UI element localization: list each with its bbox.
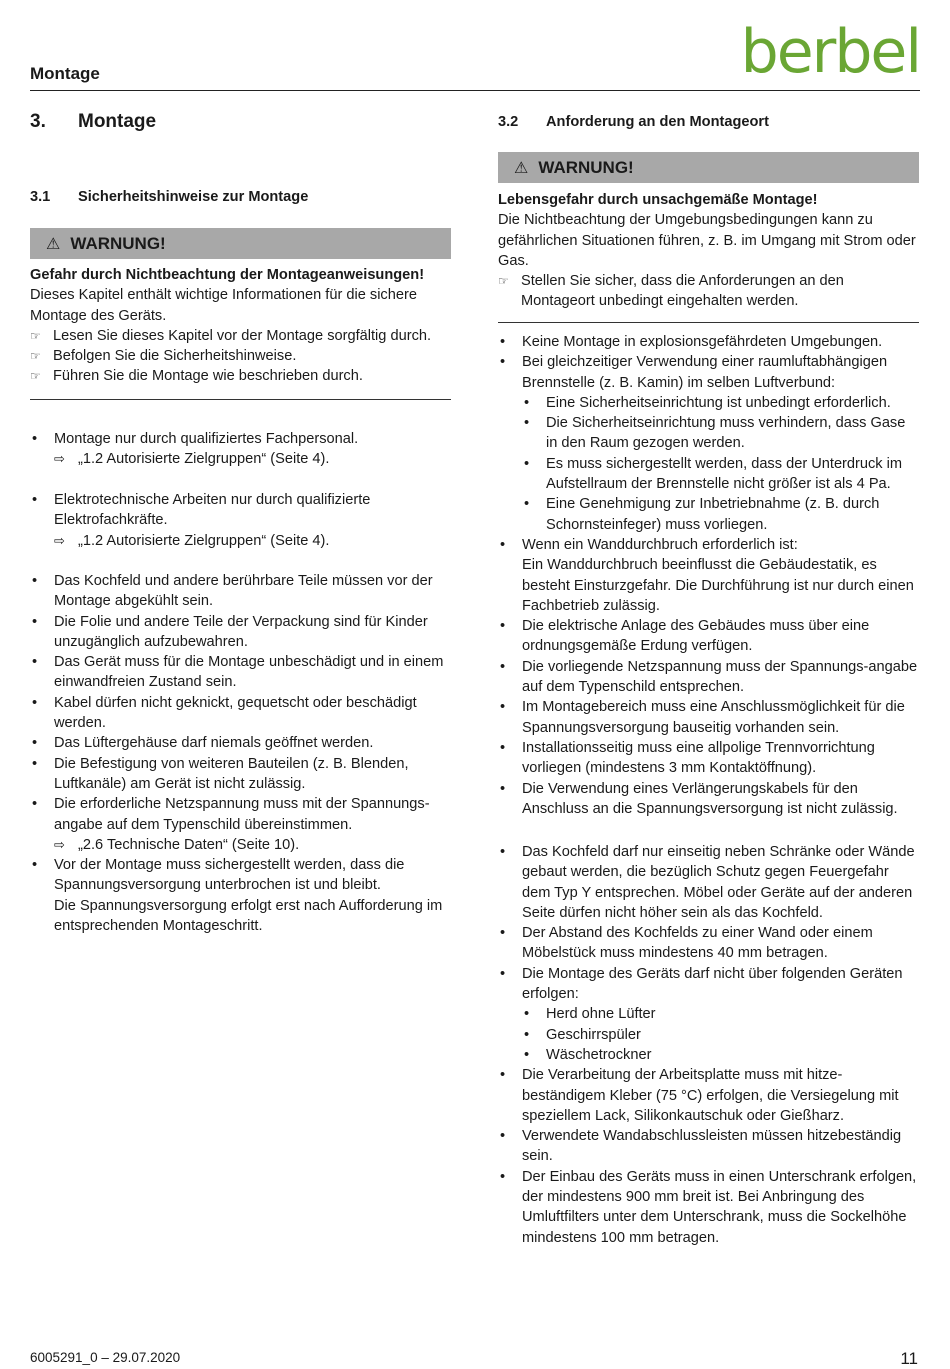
sub-list-item: • Geschirrspüler xyxy=(524,1026,641,1043)
bullet-group-1 xyxy=(30,429,451,470)
warning-body xyxy=(498,190,919,312)
sub-list-item: • Eine Sicherheitseinrichtung ist unbedingt erforderlich. xyxy=(524,394,891,411)
action-item: ☞ Lesen Sie dieses Kapitel vor der Montage sorgfältig durch. xyxy=(30,326,451,346)
sub-list-item: • Wäschetrockner xyxy=(524,1046,652,1063)
list-item-note: Die Spannungsversorgung erfolgt erst nach Aufforderung im entsprechenden Montageschritt. xyxy=(54,897,443,935)
list-item: • Das Gerät muss für die Montage unbeschädigt und in einem einwandfreien Zustand sein. xyxy=(32,654,444,691)
list-item: • Verwendete Wandabschlussleisten müssen hitzebeständig sein. xyxy=(500,1128,902,1165)
action-item: ☞ Befolgen Sie die Sicherheitshinweise. xyxy=(30,346,451,366)
action-item: ☞ Stellen Sie sicher, dass die Anforderungen an den Montageort unbedingt eingehalten werden. xyxy=(498,271,919,312)
warning-heading: Gefahr durch Nichtbeachtung der Montageanweisungen! xyxy=(30,267,425,283)
list-item: • Die vorliegende Netzspannung muss der Spannungs-angabe auf dem Typenschild entsprechen. xyxy=(500,658,918,696)
arrow-right-icon: ⇨ xyxy=(54,451,65,467)
list-item: • Das Kochfeld darf nur einseitig neben Schränke oder Wände gebaut werden, die bezüglich Schutz gegen Feuergefahr dem Typ Y entsprechen. Möbel oder Geräte auf der anderen Seite dürfen nicht höher sein als das Kochfeld. xyxy=(500,844,915,921)
warning-text: Dieses Kapitel enthält wichtige Informationen für die sichere Montage des Geräts. xyxy=(30,287,417,324)
list-item-note: Ein Wanddurchbruch beeinflusst die Gebäudestatik, es besteht Einsturzgefahr. Die Durchführung ist nur durch einen Fachbetrieb zulässig. xyxy=(522,557,914,614)
pointing-hand-icon: ☞ xyxy=(30,328,41,343)
page-number: 11 xyxy=(900,1349,918,1368)
cross-reference: ⇨ „2.6 Technische Daten“ (Seite 10). xyxy=(30,835,451,855)
warning-heading: Lebensgefahr durch unsachgemäße Montage! xyxy=(498,192,818,208)
cross-reference: ⇨ „1.2 Autorisierte Zielgruppen“ (Seite 4). xyxy=(30,531,451,551)
list-item: • Elektrotechnische Arbeiten nur durch qualifizierte Elektrofachkräfte. xyxy=(32,492,371,529)
cross-reference: ⇨ „1.2 Autorisierte Zielgruppen“ (Seite 4). xyxy=(30,449,451,469)
header-section-title: Montage xyxy=(30,64,100,83)
list-item: • Das Kochfeld und andere berührbare Teile müssen vor der Montage abgekühlt sein. xyxy=(32,573,433,610)
arrow-right-icon: ⇨ xyxy=(54,532,65,548)
bullet-group-2 xyxy=(30,490,451,551)
list-item: • Die elektrische Anlage des Gebäudes muss über eine ordnungsgemäße Erdung verfügen. xyxy=(500,618,870,655)
chapter-heading: 3. Montage xyxy=(30,111,157,132)
warning-bar: ⚠ WARNUNG! xyxy=(30,228,451,259)
section-heading-3-1: 3.1 Sicherheitshinweise zur Montage xyxy=(30,189,309,205)
action-item: ☞ Führen Sie die Montage wie beschrieben durch. xyxy=(30,366,451,386)
list-item: • Die Folie und andere Teile der Verpackung sind für Kinder unzugänglich aufzubewahren. xyxy=(32,613,428,650)
header-rule xyxy=(30,90,920,91)
divider xyxy=(30,399,451,400)
requirements-list-2 xyxy=(498,842,919,1248)
list-item: • Vor der Montage muss sichergestellt werden, dass die Spannungsversorgung unterbrochen ist und bleibt. xyxy=(32,857,405,894)
list-item: • Das Lüftergehäuse darf niemals geöffnet werden. xyxy=(32,735,374,752)
warning-triangle-icon: ⚠ xyxy=(46,236,61,253)
sub-list-item: • Die Sicherheitseinrichtung muss verhindern, dass Gase in den Raum gezogen werden. xyxy=(524,415,906,452)
warning-body xyxy=(30,265,451,387)
requirements-list-1 xyxy=(498,332,919,819)
list-item: • Wenn ein Wanddurchbruch erforderlich ist: xyxy=(500,536,798,553)
sub-list-item: • Es muss sichergestellt werden, dass der Unterdruck im Aufstellraum der Brennstelle nicht größer ist als 4 Pa. xyxy=(524,455,903,493)
berbel-logo: berbel xyxy=(740,17,920,87)
list-item: • Die Montage des Geräts darf nicht über folgenden Geräten erfolgen: xyxy=(500,965,903,1003)
list-item: • Kabel dürfen nicht geknickt, gequetscht oder beschädigt werden. xyxy=(32,694,417,732)
list-item: • Installationsseitig muss eine allpolige Trennvorrichtung vorliegen (mindestens 3 mm Kontaktöffnung). xyxy=(500,739,875,777)
warning-triangle-icon: ⚠ xyxy=(514,160,529,177)
sub-list-item: • Eine Genehmigung zur Inbetriebnahme (z. B. durch Schornsteinfeger) muss vorliegen. xyxy=(524,496,880,533)
list-item: • Bei gleichzeitiger Verwendung einer raumluftabhängigen Brennstelle (z. B. Kamin) im selben Luftverbund: xyxy=(500,354,888,391)
list-item: • Der Einbau des Geräts muss in einen Unterschrank erfolgen, der mindestens 900 mm breit ist. Bei Anbringung des Umluftfilters unter dem Unterschrank, muss die Sockelhöhe mindestens 100 mm betragen. xyxy=(500,1168,917,1246)
divider xyxy=(498,322,919,323)
section-heading-3-2: 3.2 Anforderung an den Montageort xyxy=(498,114,769,130)
pointing-hand-icon: ☞ xyxy=(30,369,41,384)
warning-bar: ⚠ WARNUNG! xyxy=(498,152,919,183)
warning-text: Die Nichtbeachtung der Umgebungsbedingungen kann zu gefährlichen Situationen führen, z. B. im Umgang mit Strom oder Gas. xyxy=(498,212,916,269)
list-item: • Im Montagebereich muss eine Anschlussmöglichkeit für die Spannungsversorgung bauseitig vorhanden sein. xyxy=(500,699,905,736)
list-item: • Der Abstand des Kochfelds zu einer Wand oder einem Möbelstück muss mindestens 40 mm betragen. xyxy=(500,925,873,962)
list-item: • Die Befestigung von weiteren Bauteilen (z. B. Blenden, Luftkanäle) am Gerät ist nicht zulässig. xyxy=(32,755,409,792)
pointing-hand-icon: ☞ xyxy=(30,349,41,364)
pointing-hand-icon: ☞ xyxy=(498,274,509,289)
arrow-right-icon: ⇨ xyxy=(54,836,65,852)
sub-list-item: • Herd ohne Lüfter xyxy=(524,1006,656,1023)
list-item: • Die Verwendung eines Verlängerungskabels für den Anschluss an die Spannungsversorgung ist nicht zulässig. xyxy=(500,780,898,817)
list-item: • Die Verarbeitung der Arbeitsplatte muss mit hitze-beständigem Kleber (75 °C) erfolgen, die Versiegelung mit speziellem Lack, Silikonkautschuk oder Gießharz. xyxy=(500,1067,899,1124)
list-item: • Keine Montage in explosionsgefährdeten Umgebungen. xyxy=(500,334,883,350)
list-item: • Montage nur durch qualifiziertes Fachpersonal. xyxy=(32,431,359,447)
list-item: • Die erforderliche Netzspannung muss mit der Spannungs-angabe auf dem Typenschild übereinstimmen. xyxy=(32,796,430,833)
document-number: 6005291_0 – 29.07.2020 xyxy=(30,1350,181,1365)
bullet-group-3 xyxy=(30,571,451,936)
